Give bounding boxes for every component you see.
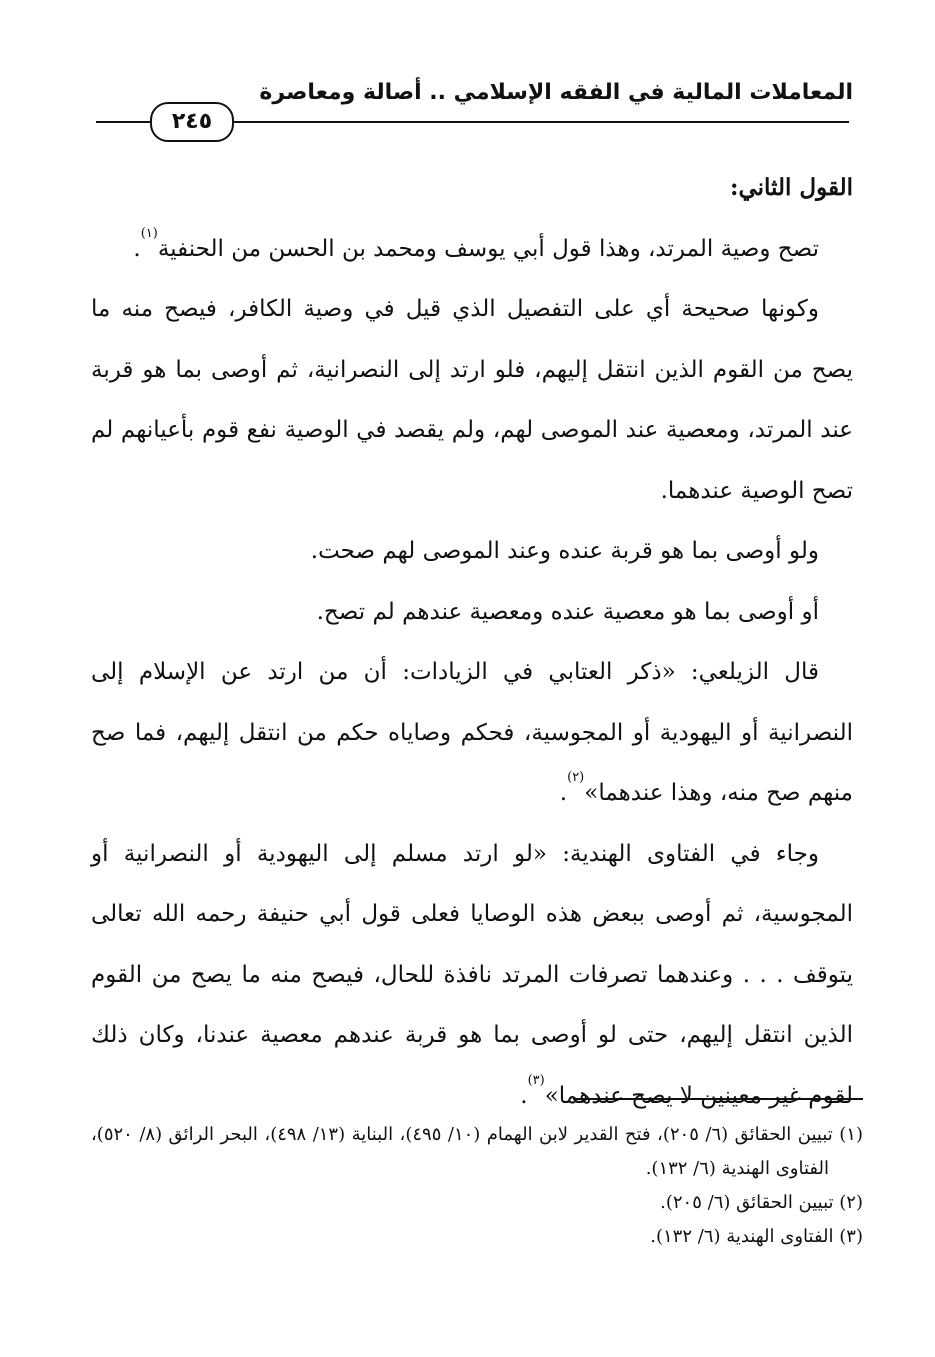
main-text [91,158,853,1126]
running-header: المعاملات المالية في الفقه الإسلامي .. أصالة ومعاصرة [259,80,853,105]
footnote-separator [573,1098,863,1100]
footnote-1: (١) تبيين الحقائق (٦/ ٢٠٥)، فتح القدير لابن الهمام (١٠/ ٤٩٥)، البناية (١٣/ ٤٩٨)، البحر الرائق (٨/ ٥٢٠)، الفتاوى الهندية (٦/ ١٣٢). [91,1124,863,1179]
paragraph-5-text: قال الزيلعي: «ذكر العتابي في الزيادات: أن من ارتد عن الإسلام إلى النصرانية أو اليهودية أو المجوسية، فحكم وصاياه حكم من انتقل إليهم، فما صح منهم صح منه، وهذا عندهما» [91,659,853,806]
footnote-ref-2[interactable]: (٢) [567,770,585,786]
footnotes [91,1118,863,1254]
section-heading: القول الثاني: [729,174,853,201]
paragraph-3: ولو أوصى بما هو قربة عنده وعند الموصى لهم صحت. [310,538,819,564]
paragraph-4: أو أوصى بما هو معصية عنده ومعصية عندهم لم تصح. [316,598,819,625]
paragraph-1 [91,219,853,280]
paragraph-6 [91,824,853,1127]
footnote-ref-3[interactable]: (٣) [527,1072,545,1088]
paragraph-5-end: . [559,780,568,806]
paragraph-1-end: . [133,235,141,262]
footnote-ref-1[interactable]: (١) [140,225,158,241]
paragraph-5 [91,642,853,824]
footnote-2: (٢) تبيين الحقائق (٦/ ٢٠٥). [660,1192,863,1213]
footnote-3: (٣) الفتاوى الهندية (٦/ ١٣٢). [650,1226,863,1247]
paragraph-2: وكونها صحيحة أي على التفصيل الذي قيل في وصية الكافر، فيصح منه ما يصح من القوم الذين انتقل إليهم، فلو ارتد إلى النصرانية، ثم أوصى بما هو قربة عند المرتد، ومعصية عند الموصى لهم، ولم يقصد في الوصية نفع قوم بأعيانهم لم تصح الوصية عندهما. [91,296,853,504]
paragraph-6-end: . [520,1082,528,1109]
page-number: ٢٤٥ [150,102,234,142]
paragraph-1-text: تصح وصية المرتد، وهذا قول أبي يوسف ومحمد بن الحسن من الحنفية [157,235,819,262]
paragraph-6-text: وجاء في الفتاوى الهندية: «لو ارتد مسلم إلى اليهودية أو النصرانية أو المجوسية، ثم أوصى ببعض هذه الوصايا فعلى قول أبي حنيفة رحمه الله تعالى يتوقف . . . وعندهما تصرفات المرتد نافذة للحال، فيصح منه ما يصح من القوم الذين انتقل إليهم، حتى لو أوصى بما هو قربة عندهم معصية عندنا، وكان ذلك لقوم غير معينين لا يصح عندهما» [91,840,853,1109]
